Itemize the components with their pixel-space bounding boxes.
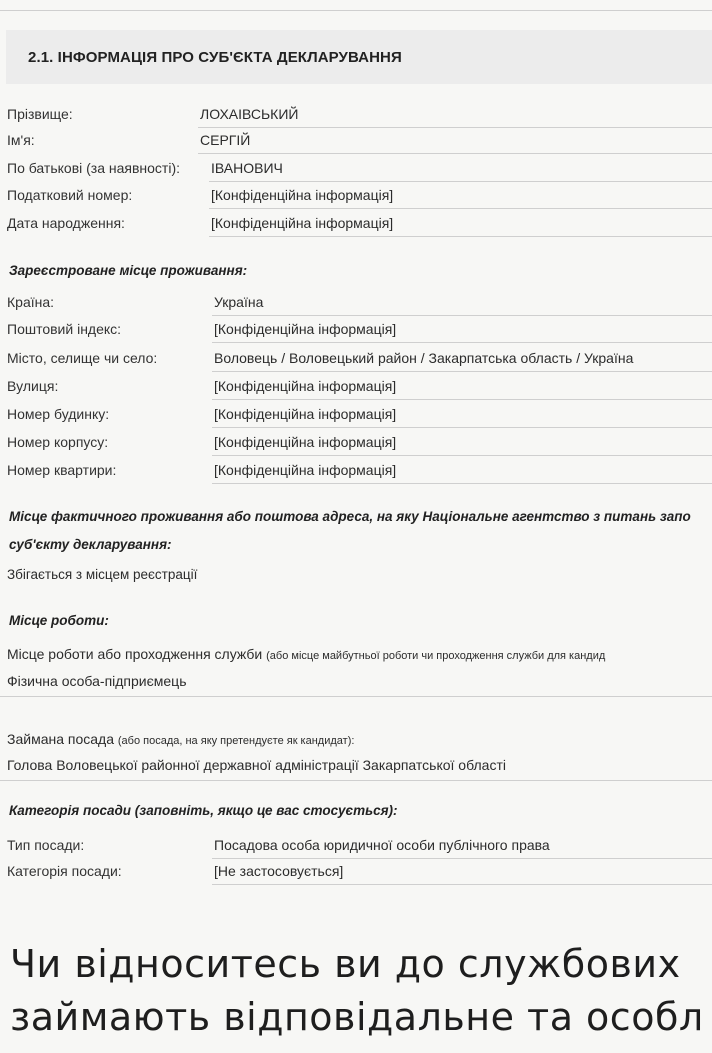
work-heading: Місце роботи: (9, 613, 109, 628)
actual-residence-heading: Місце фактичного проживання або поштова адреса, на яку Національне агентство з питань запо (9, 509, 691, 524)
position-type-value: Посадова особа юридичної особи публічного права (212, 833, 712, 859)
birth-date-label: Дата народження: (7, 215, 125, 231)
birth-date-value: [Конфіденційна інформація] (209, 211, 712, 237)
surname-value: ЛОХАІВСЬКИЙ (198, 102, 712, 128)
position-value: Голова Воловецької районної державної адміністрації Закарпатської області (7, 757, 506, 773)
category-heading: Категорія посади (заповніть, якщо це вас стосується): (9, 803, 398, 818)
work-place-note: (або місце майбутньої роботи чи проходження служби для кандид (266, 650, 606, 662)
house-number-label: Номер будинку: (7, 406, 110, 422)
street-label: Вулиця: (7, 378, 59, 394)
position-category-value: [Не застосовується] (212, 859, 712, 885)
top-divider (0, 10, 712, 11)
building-number-label: Номер корпусу: (7, 434, 109, 450)
patronymic-label: По батькові (за наявності): (7, 160, 181, 176)
work-place-label: Місце роботи або проходження служби (7, 646, 263, 662)
patronymic-value: ІВАНОВИЧ (209, 156, 712, 182)
apartment-number-row (0, 458, 712, 484)
position-note: (або посада, на яку претендуєте як кандидат): (117, 735, 355, 747)
postal-code-row (0, 317, 712, 343)
apartment-number-value: [Конфіденційна інформація] (212, 458, 712, 484)
country-row (0, 290, 712, 316)
question-line-1: Чи відноситесь ви до службових (10, 942, 681, 986)
patronymic-row (0, 156, 712, 182)
actual-residence-value: Збігається з місцем реєстрації (7, 567, 198, 582)
question-line-2: займають відповідальне та особл (10, 995, 704, 1039)
street-value: [Конфіденційна інформація] (212, 374, 712, 400)
work-place-value: Фізична особа-підприємець (7, 673, 187, 689)
postal-code-value: [Конфіденційна інформація] (212, 317, 712, 343)
registered-heading: Зареєстроване місце проживання: (9, 263, 248, 278)
house-number-row (0, 402, 712, 428)
position-type-label: Тип посади: (7, 837, 85, 853)
work-place-underline (0, 696, 712, 697)
position-category-label: Категорія посади: (7, 863, 122, 879)
position-label: Займана посада (7, 731, 114, 747)
street-row (0, 374, 712, 400)
country-value: Україна (212, 290, 712, 316)
work-place-label-line (7, 646, 605, 662)
tax-number-row (0, 183, 712, 209)
first-name-label: Ім'я: (7, 132, 35, 148)
house-number-value: [Конфіденційна інформація] (212, 402, 712, 428)
tax-number-label: Податковий номер: (7, 187, 133, 203)
building-number-row (0, 430, 712, 456)
actual-residence-heading-cont: суб'єкту декларування: (9, 537, 172, 552)
building-number-value: [Конфіденційна інформація] (212, 430, 712, 456)
surname-row (0, 102, 712, 128)
position-underline (0, 780, 712, 781)
section-title: 2.1. ІНФОРМАЦІЯ ПРО СУБ'ЄКТА ДЕКЛАРУВАННЯ (6, 30, 712, 84)
country-label: Країна: (7, 294, 55, 310)
position-category-row (0, 859, 712, 885)
birth-date-row (0, 211, 712, 237)
surname-label: Прізвище: (7, 106, 73, 122)
first-name-row (0, 128, 712, 154)
first-name-value: СЕРГІЙ (198, 128, 712, 154)
position-label-line (7, 731, 354, 747)
city-value: Воловець / Воловецький район / Закарпатська область / Україна (212, 346, 712, 372)
position-type-row (0, 833, 712, 859)
city-row (0, 346, 712, 372)
tax-number-value: [Конфіденційна інформація] (209, 183, 712, 209)
postal-code-label: Поштовий індекс: (7, 321, 122, 337)
apartment-number-label: Номер квартири: (7, 462, 117, 478)
city-label: Місто, селище чи село: (7, 350, 158, 366)
